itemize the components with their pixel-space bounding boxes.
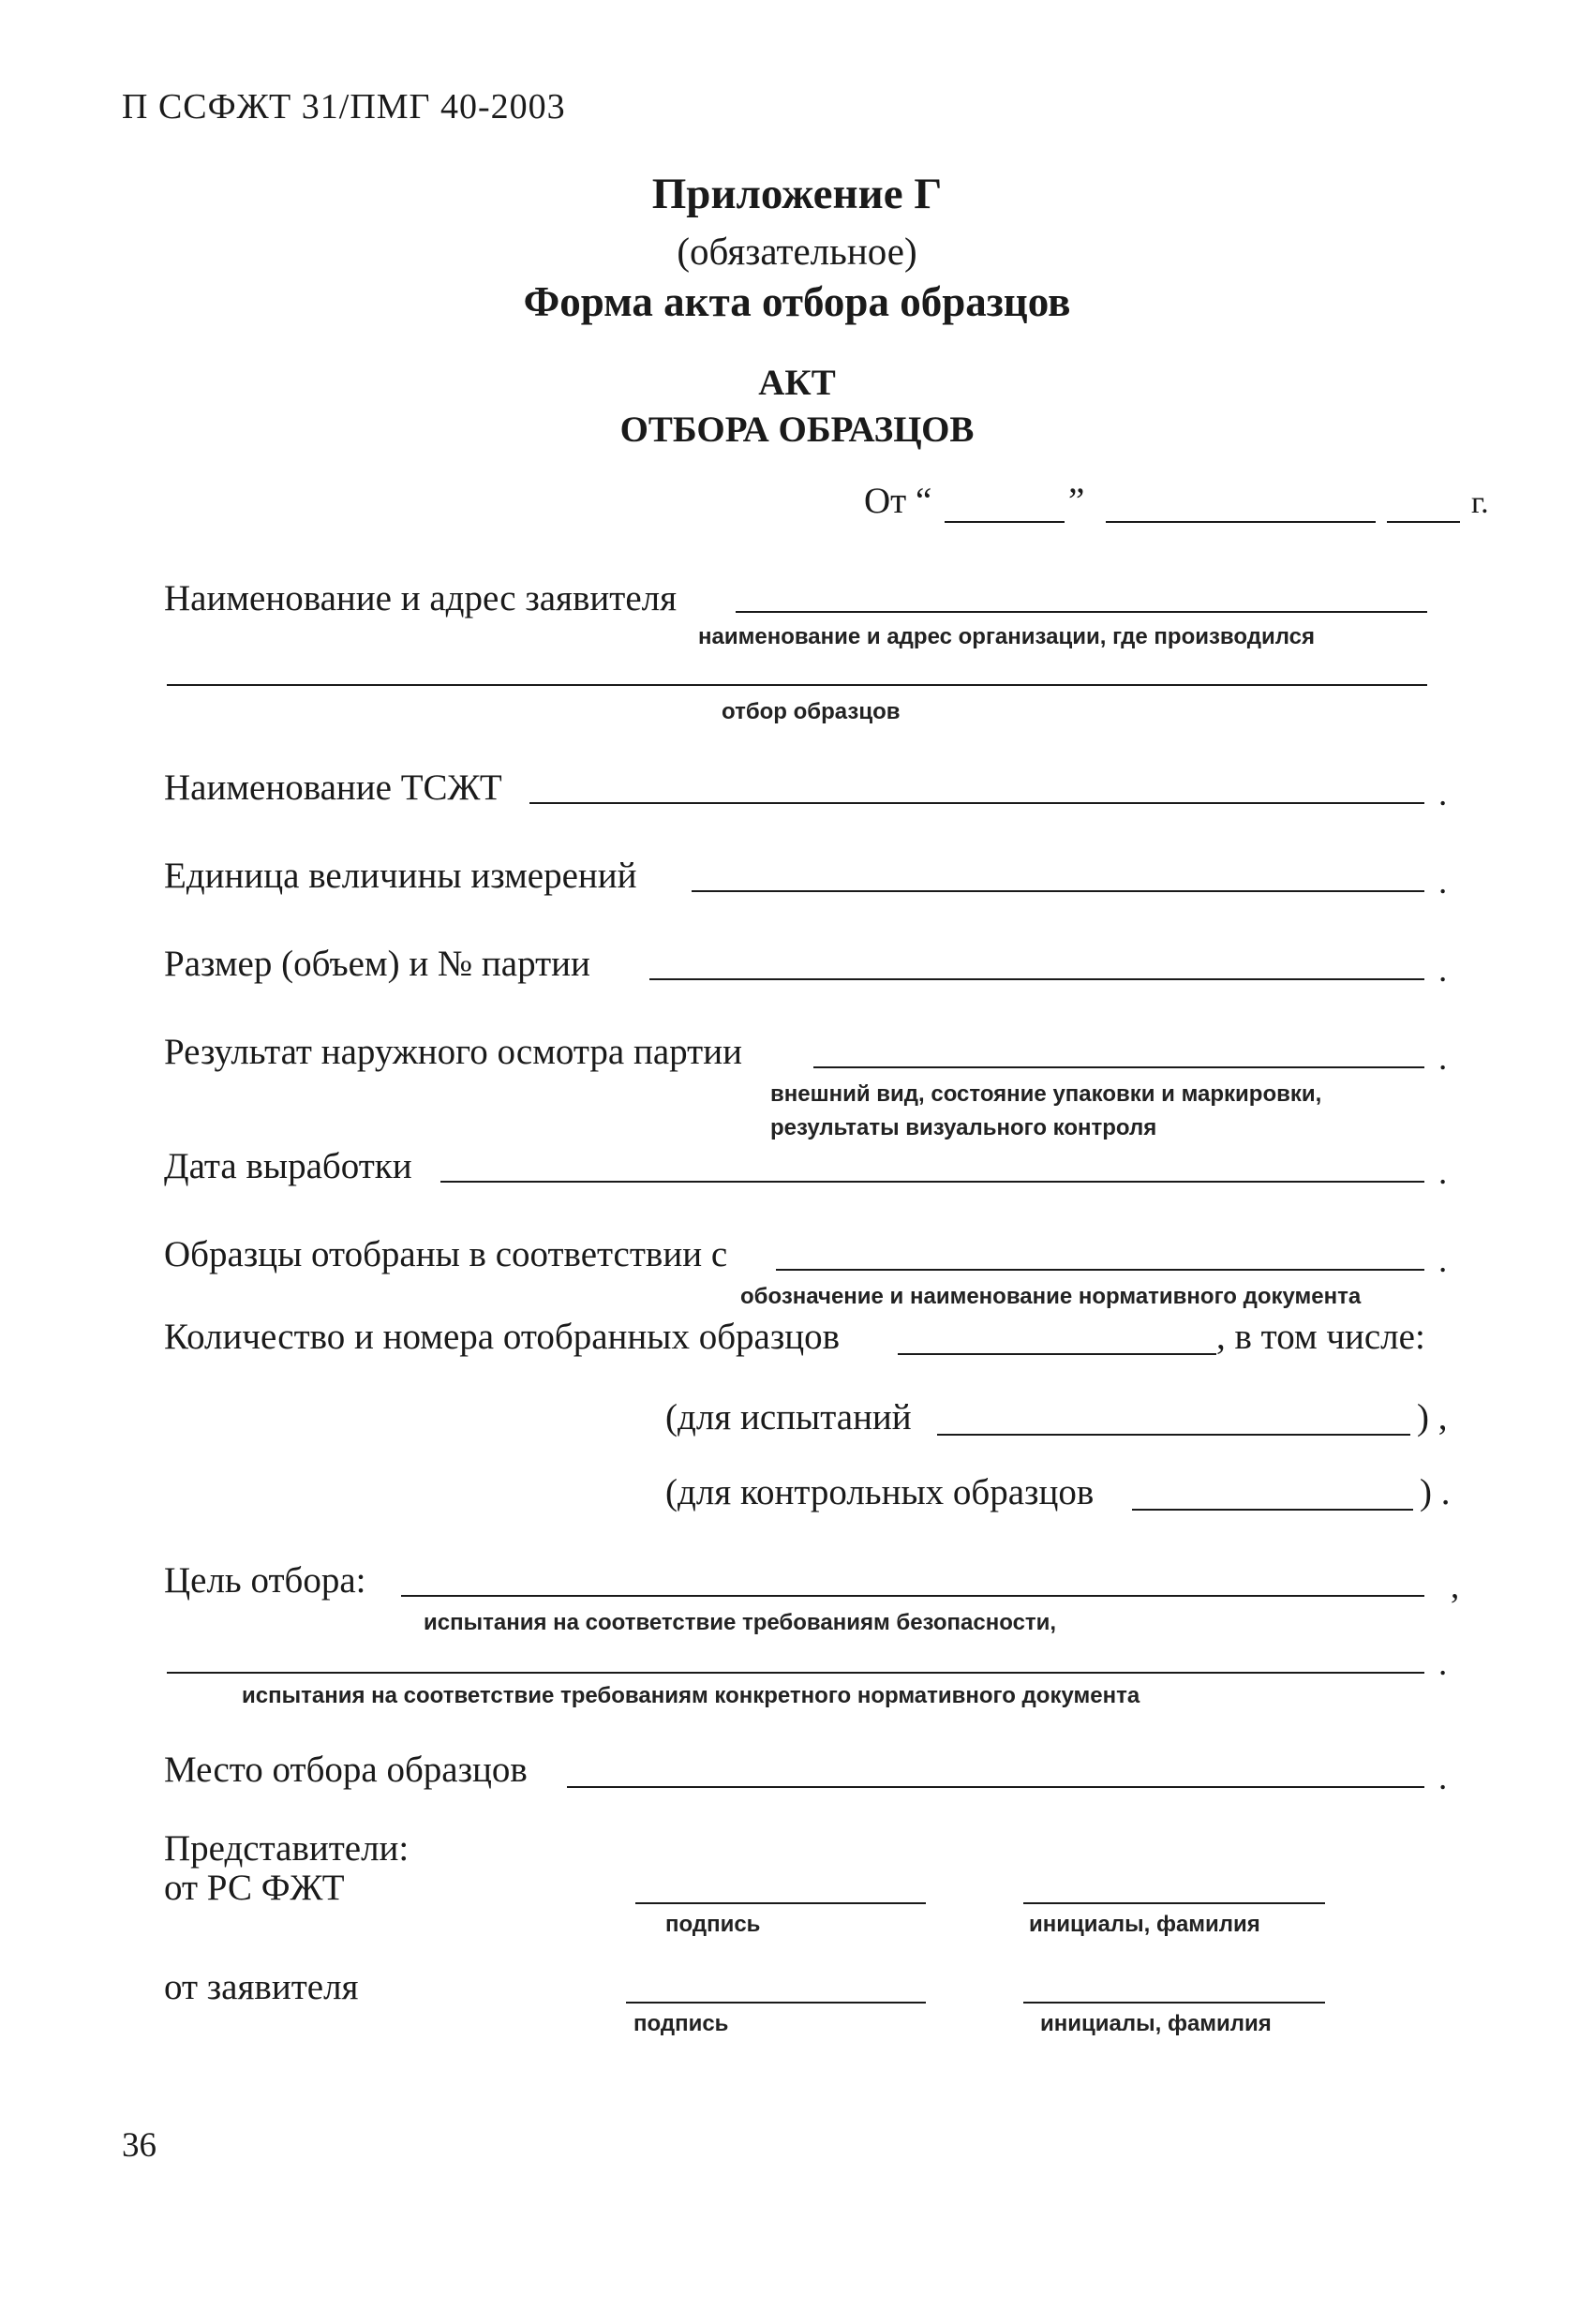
date-month-field[interactable] [1106,521,1376,523]
rs-signature-hint: подпись [665,1912,761,1937]
batch-label: Размер (объем) и № партии [164,944,590,984]
purpose-hint-2: испытания на соответствие требованиям конкретного нормативного документа [242,1683,1140,1708]
quantity-field[interactable] [898,1353,1216,1355]
for-control-label: (для контрольных образцов [665,1472,1095,1512]
applicant-rep-label: от заявителя [164,1967,359,2007]
appendix-note: (обязательное) [677,230,917,273]
rs-label: от РС ФЖТ [164,1868,345,1908]
rs-signature-field[interactable] [635,1902,926,1904]
for-tests-label: (для испытаний [665,1397,912,1438]
representatives-heading: Представители: [164,1828,410,1869]
applicant-name-hint: инициалы, фамилия [1040,2011,1272,2036]
inspection-field[interactable] [813,1066,1424,1068]
unit-period: . [1438,863,1448,901]
batch-field[interactable] [649,978,1424,980]
for-control-field[interactable] [1132,1509,1413,1511]
batch-period: . [1438,951,1448,990]
production-date-field[interactable] [440,1181,1424,1183]
unit-field[interactable] [692,890,1424,892]
for-tests-close: ) , [1417,1397,1448,1438]
purpose-comma: , [1451,1568,1460,1606]
document-code: П ССФЖТ 31/ПМГ 40-2003 [122,87,566,127]
date-close-quote: ” [1068,481,1085,521]
inspection-hint-1: внешний вид, состояние упаковки и маркировки, [770,1081,1322,1107]
appendix-title: Приложение Г [651,170,943,218]
inspection-period: . [1438,1039,1448,1078]
tszht-field[interactable] [529,802,1424,804]
appendix-subtitle: Форма акта отбора образцов [523,278,1071,325]
act-title-line1: АКТ [758,363,836,403]
selected-per-hint: обозначение и наименование нормативного документа [740,1284,1362,1309]
applicant-hint: наименование и адрес организации, где производился [698,624,1315,649]
applicant-field-line2[interactable] [167,684,1427,686]
date-from-label: От “ [864,481,932,521]
applicant-label: Наименование и адрес заявителя [164,578,678,618]
place-period: . [1438,1759,1448,1797]
applicant-hint-2: отбор образцов [722,699,901,724]
purpose-label: Цель отбора: [164,1560,366,1601]
production-date-period: . [1438,1154,1448,1192]
tszht-period: . [1438,775,1448,813]
selected-per-label: Образцы отобраны в соответствии с [164,1234,728,1274]
applicant-signature-hint: подпись [633,2011,729,2036]
date-year-suffix: г. [1471,485,1489,520]
date-day-field[interactable] [945,521,1065,523]
purpose-period: . [1438,1645,1448,1683]
tszht-label: Наименование ТСЖТ [164,767,502,808]
rs-name-field[interactable] [1023,1902,1325,1904]
place-field[interactable] [567,1786,1424,1788]
purpose-hint-1: испытания на соответствие требованиям безопасности, [424,1610,1057,1635]
place-label: Место отбора образцов [164,1750,528,1790]
page-number: 36 [122,2126,156,2165]
purpose-field-line2[interactable] [167,1672,1424,1674]
applicant-field[interactable] [736,611,1427,613]
production-date-label: Дата выработки [164,1146,412,1186]
quantity-suffix: , в том числе: [1216,1317,1425,1357]
inspection-label: Результат наружного осмотра партии [164,1032,742,1072]
applicant-name-field[interactable] [1023,2002,1325,2004]
selected-per-field[interactable] [776,1269,1424,1271]
quantity-label: Количество и номера отобранных образцов [164,1317,841,1357]
act-title-line2: ОТБОРА ОБРАЗЦОВ [619,410,975,450]
rs-name-hint: инициалы, фамилия [1029,1912,1260,1937]
for-tests-field[interactable] [937,1434,1410,1436]
unit-label: Единица величины измерений [164,856,637,896]
date-year-field[interactable] [1387,521,1460,523]
purpose-field[interactable] [401,1595,1424,1597]
applicant-signature-field[interactable] [626,2002,926,2004]
selected-per-period: . [1438,1242,1448,1280]
inspection-hint-2: результаты визуального контроля [770,1115,1157,1140]
for-control-close: ) . [1420,1472,1451,1512]
